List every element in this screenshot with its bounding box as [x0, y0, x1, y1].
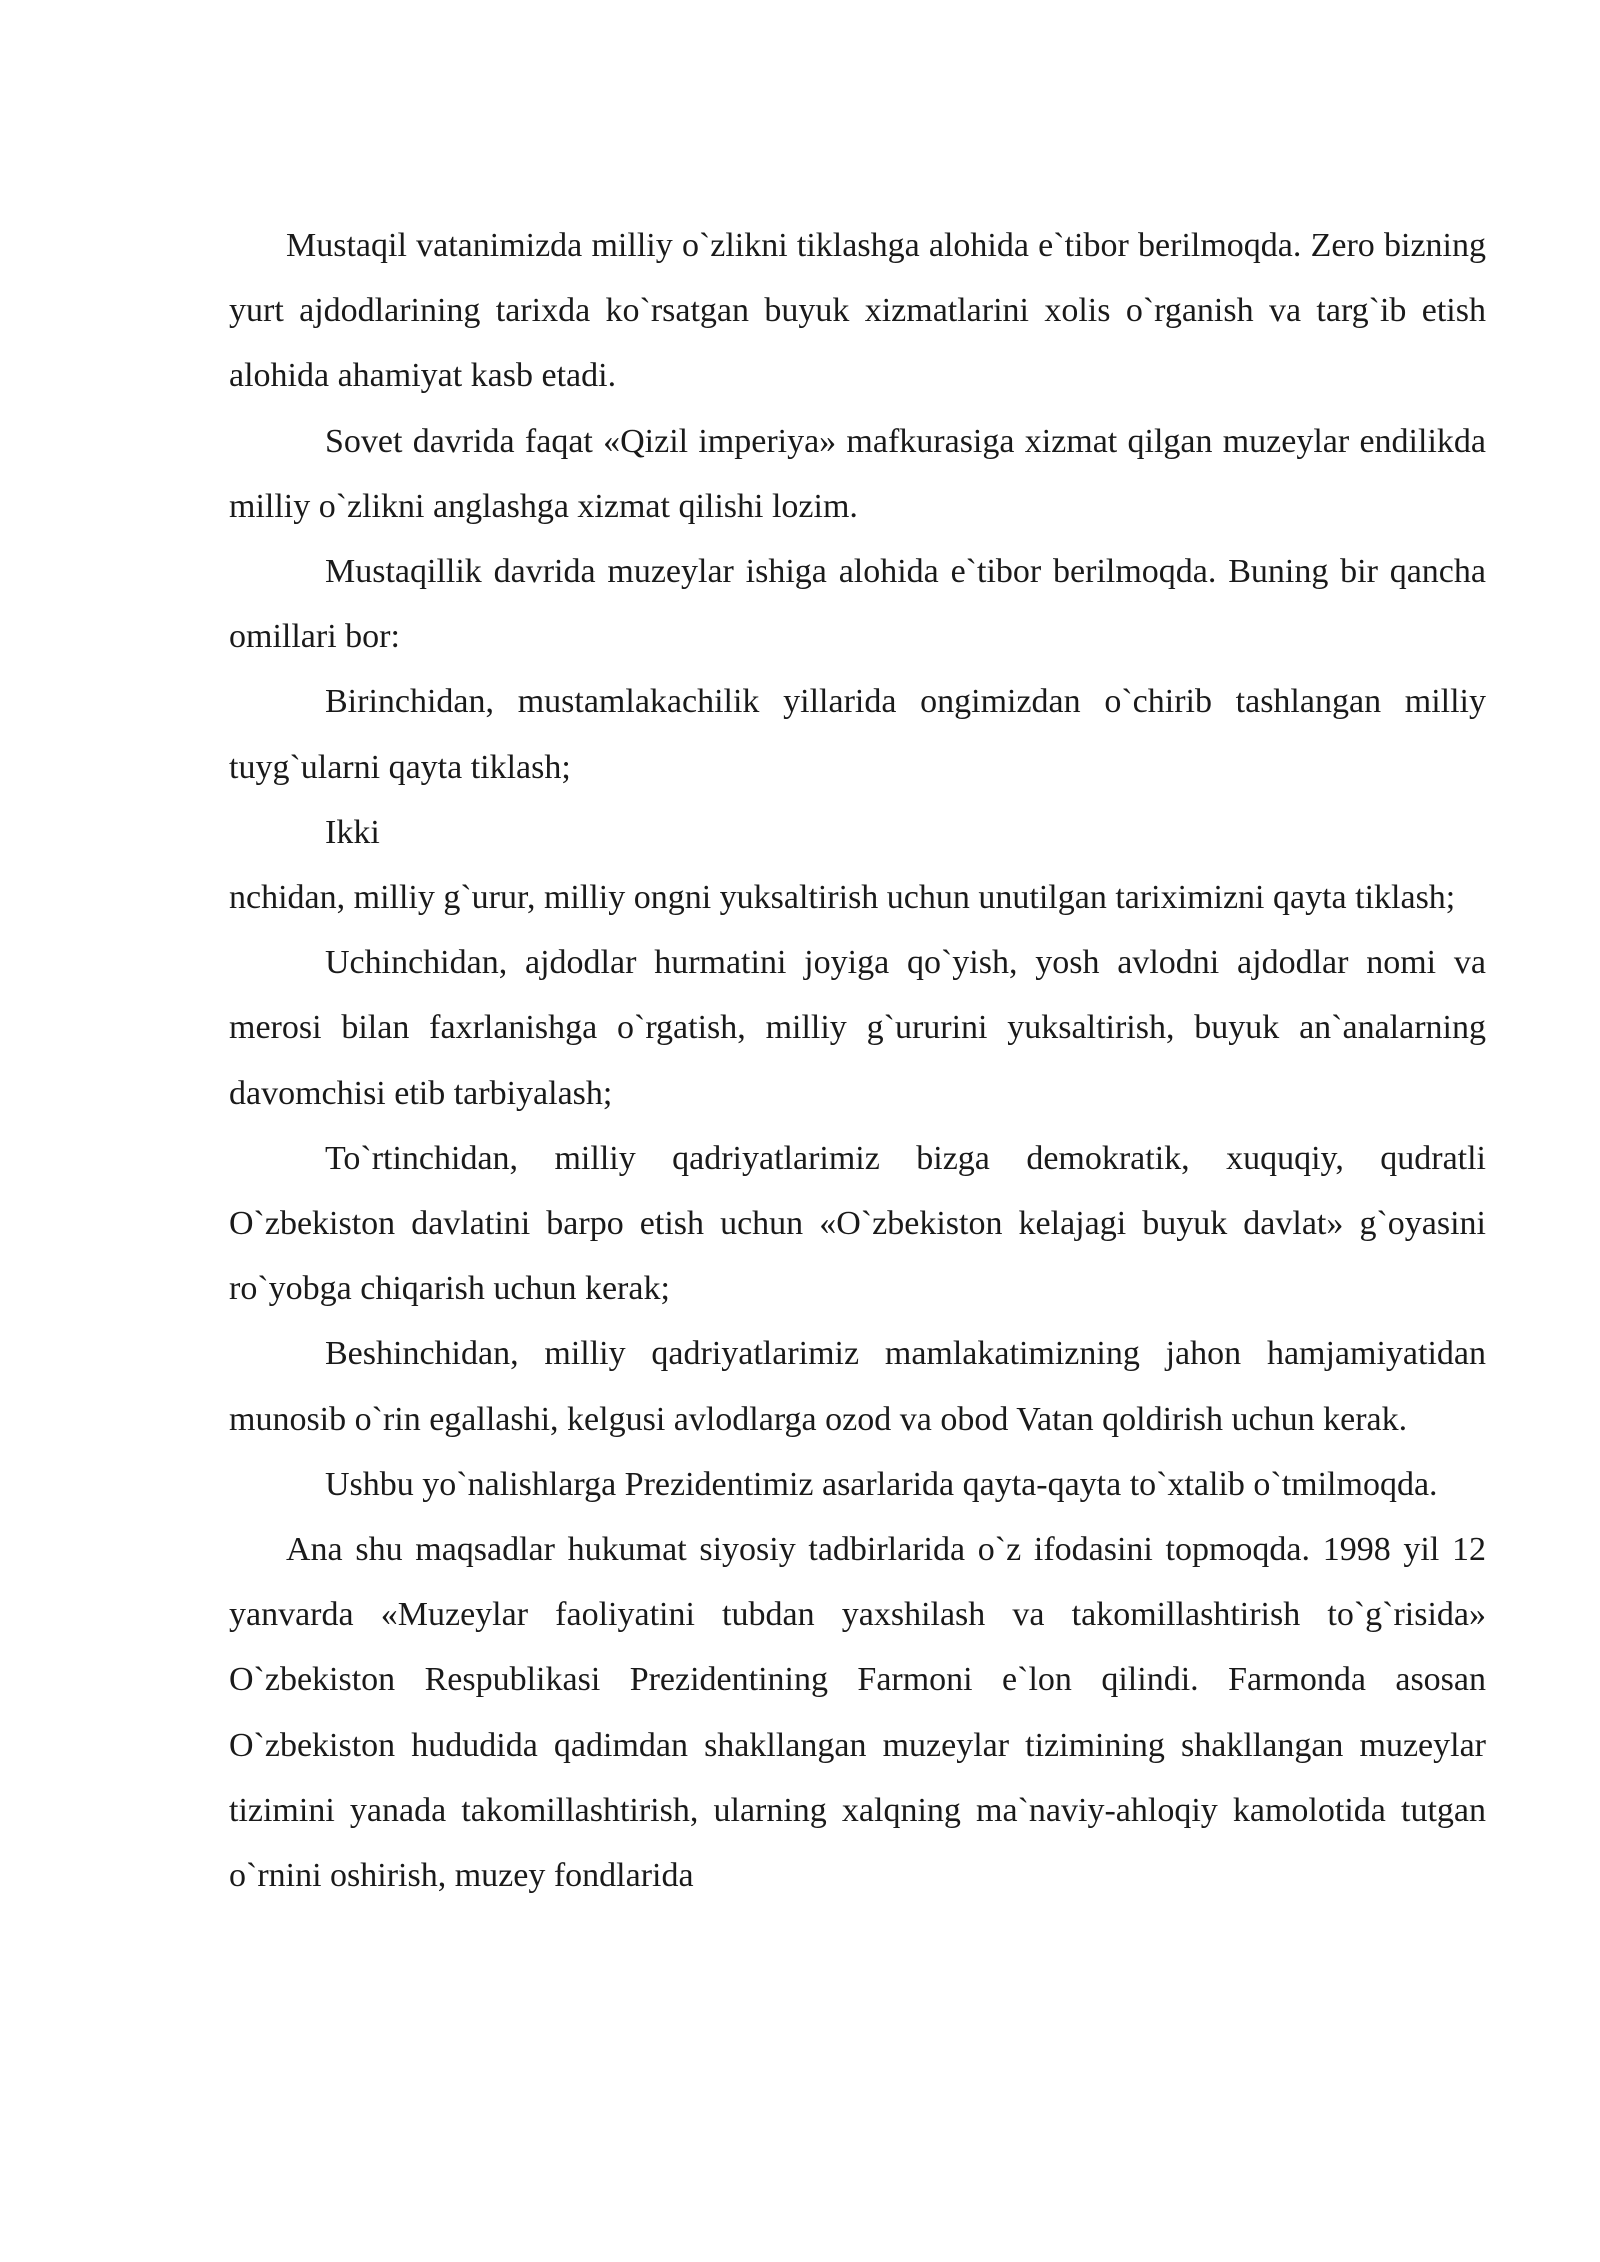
paragraph-president-works: Ushbu yo`nalishlarga Prezidentimiz asarlarida qayta-qayta to`xtalib o`tmilmoqda. — [325, 1465, 1438, 1503]
paragraph-first-reason: Birinchidan, mustamlakachilik yillarida ongimizdan o`chirib tashlangan milliy tuyg`ularni qayta tiklash; — [229, 683, 1486, 786]
paragraph-intro: Mustaqil vatanimizda milliy o`zlikni tiklashga alohida e`tibor berilmoqda. Zero bizning yurt ajdodlarining tarixda ko`rsatgan buyuk xizmatlarini xolis o`rganish va targ`ib etish alohida ahamiyat kasb etadi. — [229, 227, 1486, 395]
paragraph-third-reason: Uchinchidan, ajdodlar hurmatini joyiga qo`yish, yosh avlodni ajdodlar nomi va merosi bilan faxrlanishga o`rgatish, milliy g`ururini yuksaltirish, buyuk an`analarning davomchisi etib tarbiyalash; — [229, 944, 1486, 1112]
paragraph-fourth-reason: To`rtinchidan, milliy qadriyatlarimiz bizga demokratik, xuquqiy, qudratli O`zbekiston davlatini barpo etish uchun «O`zbekiston kelajagi buyuk davlat» g`oyasini ro`yobga chiqarish uchun kerak; — [229, 1139, 1486, 1308]
paragraph-fifth-reason: Beshinchidan, milliy qadriyatlarimiz mamlakatimizning jahon hamjamiyatidan munosib o`rin egallashi, kelgusi avlodlarga ozod va obod Vatan qoldirish uchun kerak. — [229, 1335, 1486, 1438]
document-body — [229, 213, 1486, 1908]
paragraph-decree: Ana shu maqsadlar hukumat siyosiy tadbirlarida o`z ifodasini topmoqda. 1998 yil 12 yanvarda «Muzeylar faoliyatini tubdan yaxshilash va takomillashtirish to`g`risida» O`zbekiston Respublikasi Prezidentining Farmoni e`lon qilindi. Farmonda asosan O`zbekiston hududida qadimdan shakllangan muzeylar tizimining shakllangan muzeylar tizimini yanada takomillashtirish, ularning xalqning ma`naviy-ahloqiy kamolotida tutgan o`rnini oshirish, muzey fondlarida — [229, 1531, 1486, 1895]
paragraph-second-reason-start: Ikki — [325, 813, 380, 851]
paragraph-soviet-era: Sovet davrida faqat «Qizil imperiya» mafkurasiga xizmat qilgan muzeylar endilikda milliy o`zlikni anglashga xizmat qilishi lozim. — [229, 422, 1486, 525]
paragraph-second-reason-cont: nchidan, milliy g`urur, milliy ongni yuksaltirish uchun unutilgan tariximizni qayta tiklash; — [229, 879, 1456, 917]
paragraph-independence: Mustaqillik davrida muzeylar ishiga alohida e`tibor berilmoqda. Buning bir qancha omillari bor: — [229, 553, 1486, 656]
